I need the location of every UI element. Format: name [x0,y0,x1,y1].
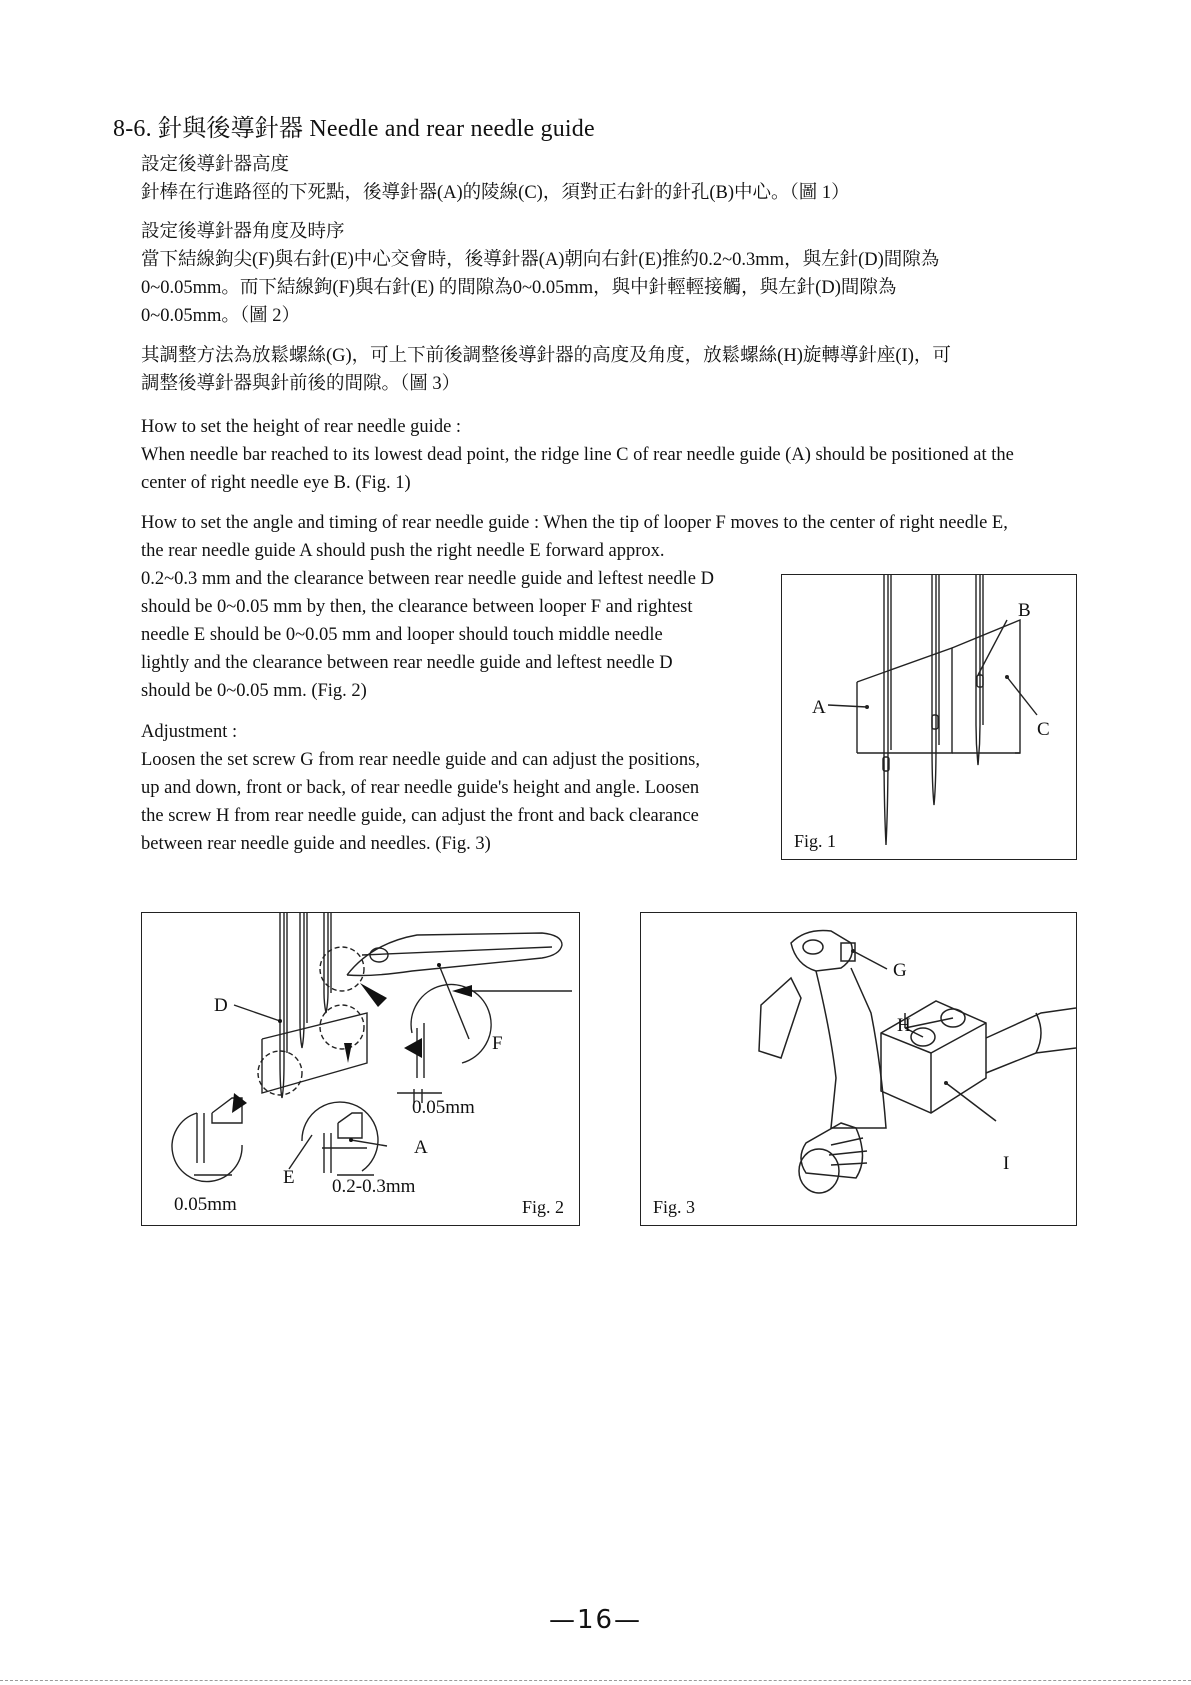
en-body-height-line2: center of right needle eye B. (Fig. 1) [141,473,411,493]
en-body-angle-line3: 0.2~0.3 mm and the clearance between rear needle guide and leftest needle D [141,569,714,589]
figure-2-drawing [142,913,579,1225]
zh-body-angle-line1: 當下結線鉤尖(F)與右針(E)中心交會時，後導針器(A)朝向右針(E)推約0.2~0.3mm，與左針(D)間隙為 [141,250,940,270]
fig3-label-h: H [897,1015,911,1036]
fig1-label-b: B [1018,600,1031,621]
en-body-height-line1: When needle bar reached to its lowest dead point, the ridge line C of rear needle guide (A) should be positioned at the [141,445,1014,465]
fig3-label-g: G [893,960,907,981]
figure-3-drawing [641,913,1076,1225]
fig2-label-push: 0.2-0.3mm [332,1176,416,1197]
en-adjust-line4: between rear needle guide and needles. (Fig. 3) [141,834,491,854]
page-bottom-rule [0,1680,1191,1681]
en-body-angle-line2: the rear needle guide A should push the right needle E forward approx. [141,541,665,561]
zh-body-height: 針棒在行進路徑的下死點，後導針器(A)的陵線(C)，須對正右針的針孔(B)中心。（圖 1） [141,183,850,203]
en-adjust-line3: the screw H from rear needle guide, can adjust the front and back clearance [141,806,699,826]
zh-body-angle-line2: 0~0.05mm。而下結線鉤(F)與右針(E) 的間隙為0~0.05mm，與中針輕輕接觸，與左針(D)間隙為 [141,278,897,298]
fig2-label-a: A [414,1137,428,1158]
fig1-caption: Fig. 1 [794,831,837,851]
zh-adjust-line1: 其調整方法為放鬆螺絲(G)，可上下前後調整後導針器的高度及角度，放鬆螺絲(H)旋轉導針座(I)，可 [141,346,951,366]
zh-adjust-line2: 調整後導針器與針前後的間隙。（圖 3） [141,374,461,394]
figure-1-drawing [782,575,1076,859]
fig2-label-e: E [283,1167,295,1188]
en-adjust-line1: Loosen the set screw G from rear needle guide and can adjust the positions, [141,750,700,770]
en-body-angle-line7: should be 0~0.05 mm. (Fig. 2) [141,681,367,701]
page-number: —16— [548,1605,643,1635]
fig3-caption: Fig. 3 [653,1197,696,1217]
fig3-label-i: I [1003,1153,1010,1174]
zh-heading-height: 設定後導針器高度 [141,155,290,175]
en-body-angle-line6: lightly and the clearance between rear needle guide and leftest needle D [141,653,673,673]
figure-2 [141,912,580,1226]
fig2-label-gap-right: 0.05mm [412,1097,475,1118]
figure-1 [781,574,1077,860]
figure-3 [640,912,1077,1226]
zh-body-angle-line3: 0~0.05mm。（圖 2） [141,306,301,326]
fig2-label-f: F [492,1033,503,1054]
fig1-label-a: A [812,697,826,718]
fig2-label-gap-left: 0.05mm [174,1194,237,1215]
section-title: 8-6. 針與後導針器 Needle and rear needle guide [113,116,595,142]
en-heading-height: How to set the height of rear needle guide : [141,417,462,437]
en-body-angle-line1: How to set the angle and timing of rear needle guide : When the tip of looper F moves to the center of right needle E, [141,513,1008,533]
zh-heading-angle: 設定後導針器角度及時序 [141,222,345,242]
fig1-label-c: C [1037,719,1050,740]
en-body-angle-line5: needle E should be 0~0.05 mm and looper should touch middle needle [141,625,663,645]
en-body-angle-line4: should be 0~0.05 mm by then, the clearance between looper F and rightest [141,597,693,617]
en-adjust-line2: up and down, front or back, of rear needle guide's height and angle. Loosen [141,778,700,798]
fig2-label-d: D [214,995,228,1016]
en-adjust-heading: Adjustment : [141,722,238,742]
fig2-caption: Fig. 2 [522,1197,565,1217]
